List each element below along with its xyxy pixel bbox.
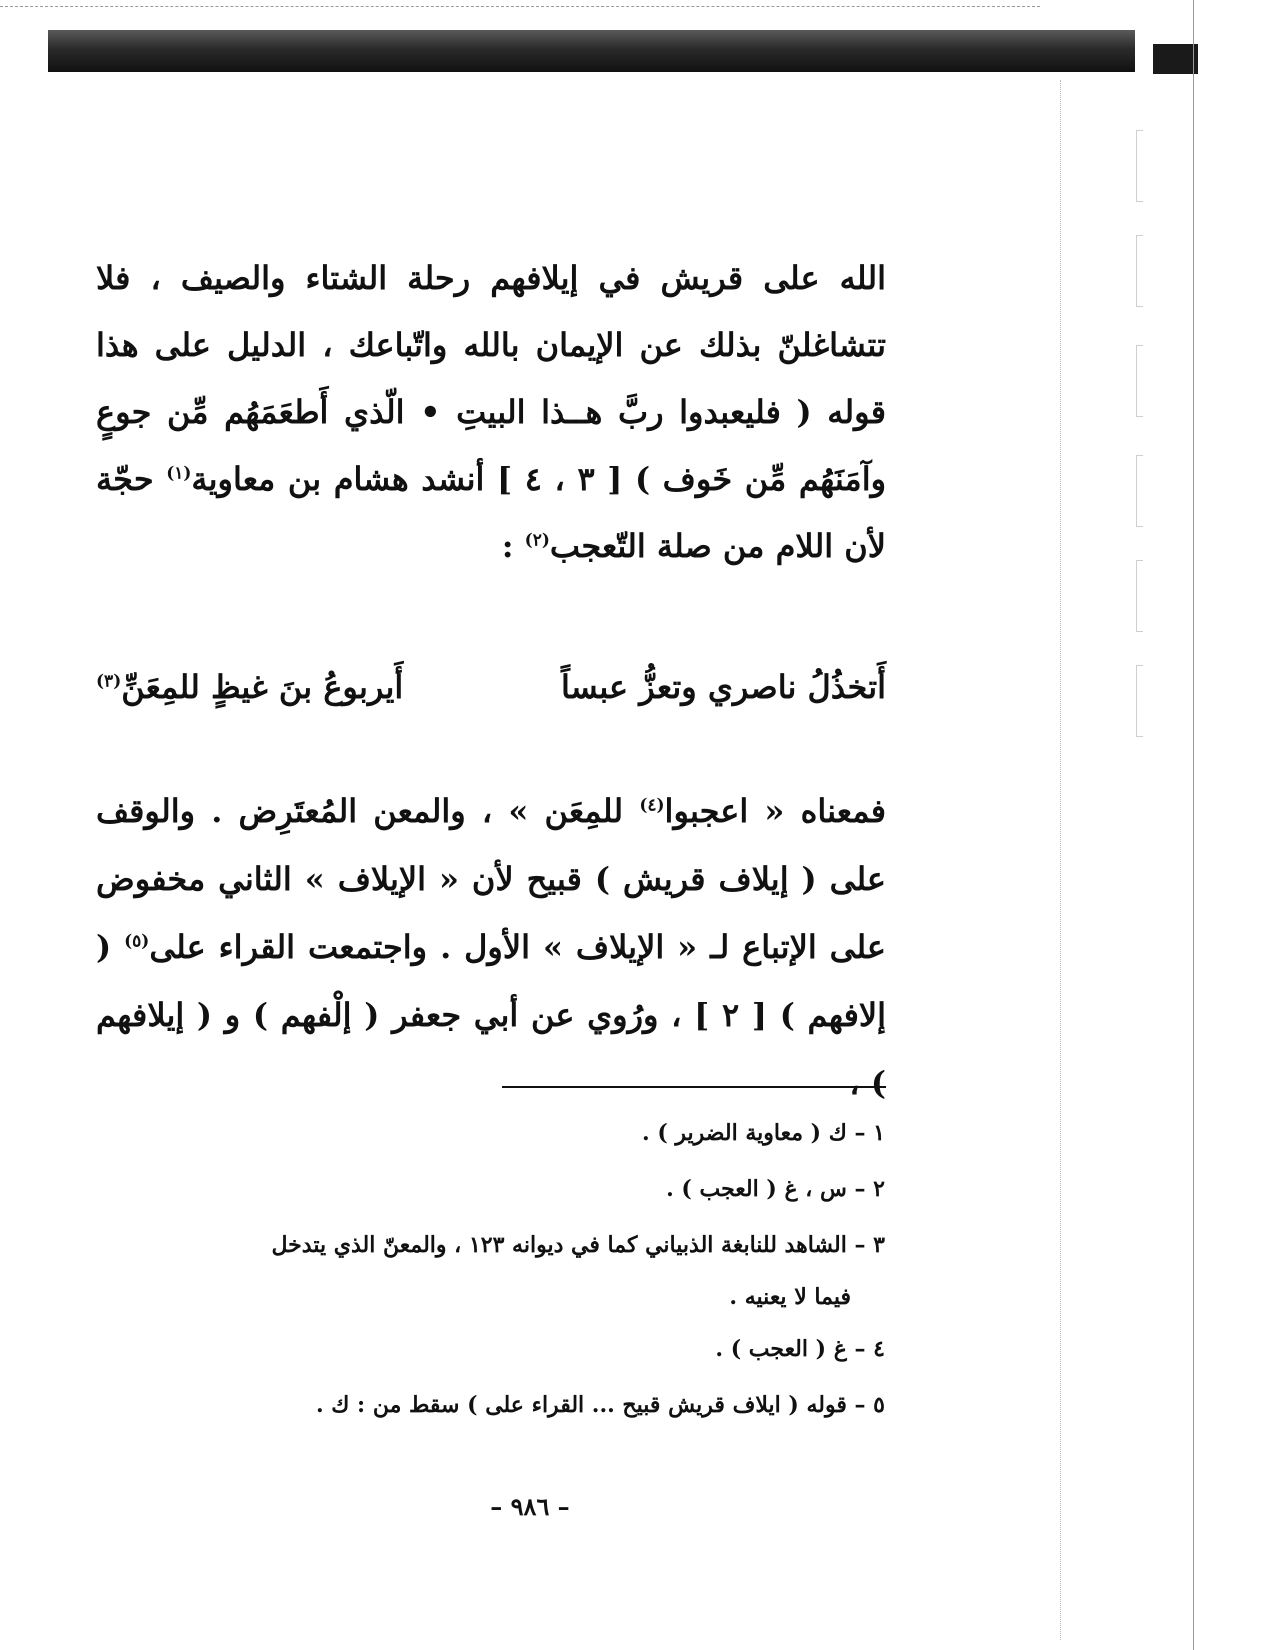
scan-edge-mark [1136,345,1143,417]
scan-top-dashes [0,6,1040,7]
paragraph-2-b: للمِعَن » ، والمعن المُعتَرِض . والوقف على ( إيلاف قريش ) قبيح لأن « الإيلاف » الثاني مخفوض على الإتباع لـ « الإيلاف » الأول . واجتمعت القراء على [96,792,887,966]
page-number: – ٩٨٦ – [490,1492,570,1521]
poem-first-hemistich: أَتخذُلُ ناصري وتعزُّ عبساً [561,668,886,706]
footnote-separator [502,1086,886,1088]
footnote-item: ٥ – قوله ( ايلاف قريش قبيح ... القراء على ) سقط من : ك . [315,1392,885,1418]
scan-shadow-band [48,30,1143,72]
poem-second-text: أَيربوعُ بنَ غيظٍ للمِعَنِّ [121,668,404,706]
footnote-ref-2: (٢) [524,530,550,551]
poem-verse [96,668,886,728]
footnotes-list [100,1105,885,1433]
footnote-ref-1: (١) [166,463,192,484]
paragraph-1 [96,245,886,580]
footnote-ref-3: (٣) [96,671,122,692]
footnote-item: ١ – ك ( معاوية الضرير ) . [642,1120,885,1146]
footnote-item: ٢ – س ، غ ( العجب ) . [666,1176,885,1202]
second-paragraph [96,745,886,1149]
scan-spine-dots [1060,80,1061,1640]
footnote-ref-4: (٤) [639,795,665,816]
footnote-ref-5: (٥) [124,931,150,952]
paragraph-1-tail: حجّة لأن اللام من صلة التّعجب [96,460,886,565]
footnote-item-continuation: فيما لا يعنيه . [729,1284,851,1310]
scan-edge-mark [1136,665,1143,737]
scan-edge-mark [1136,455,1143,527]
paragraph-2-c: ( إلافهم ) [ ٢ ] ، ورُوي عن أبي جعفر ( إلْفهم ) و ( إيلافهم ) ، [96,928,887,1102]
paragraph-1-text: الله على قريش في إيلافهم رحلة الشتاء والصيف ، فلا تتشاغلنّ بذلك عن الإيمان بالله واتّباعك ، الدليل على هذا قوله ( فليعبدوا ربَّ هــذا البيتِ • الّذي أَطعَمَهُم مِّن جوعٍ وآمَنَهُم مِّن خَوف ) [ ٣ ، ٤ ] أنشد هشام بن معاوية [96,259,887,498]
paragraph-2-a: فمعناه « اعجبوا [664,792,887,830]
footnote-item: ٣ – الشاهد للنابغة الذبياني كما في ديوانه ١٢٣ ، والمعنّ الذي يتدخل [271,1232,885,1258]
footnote-item: ٤ – غ ( العجب ) . [715,1336,885,1362]
paragraph-2 [96,777,886,1117]
scan-shadow-band-right [1153,44,1198,74]
scan-edge-mark [1136,130,1143,202]
paragraph-1-end: : [501,527,525,565]
scan-page-edge [1193,0,1194,1650]
scan-edge-mark [1136,235,1143,307]
poem-second-hemistich [96,668,403,706]
scan-edge-mark [1136,560,1143,632]
scan-band-gap [1135,30,1153,72]
main-paragraph [96,245,886,580]
